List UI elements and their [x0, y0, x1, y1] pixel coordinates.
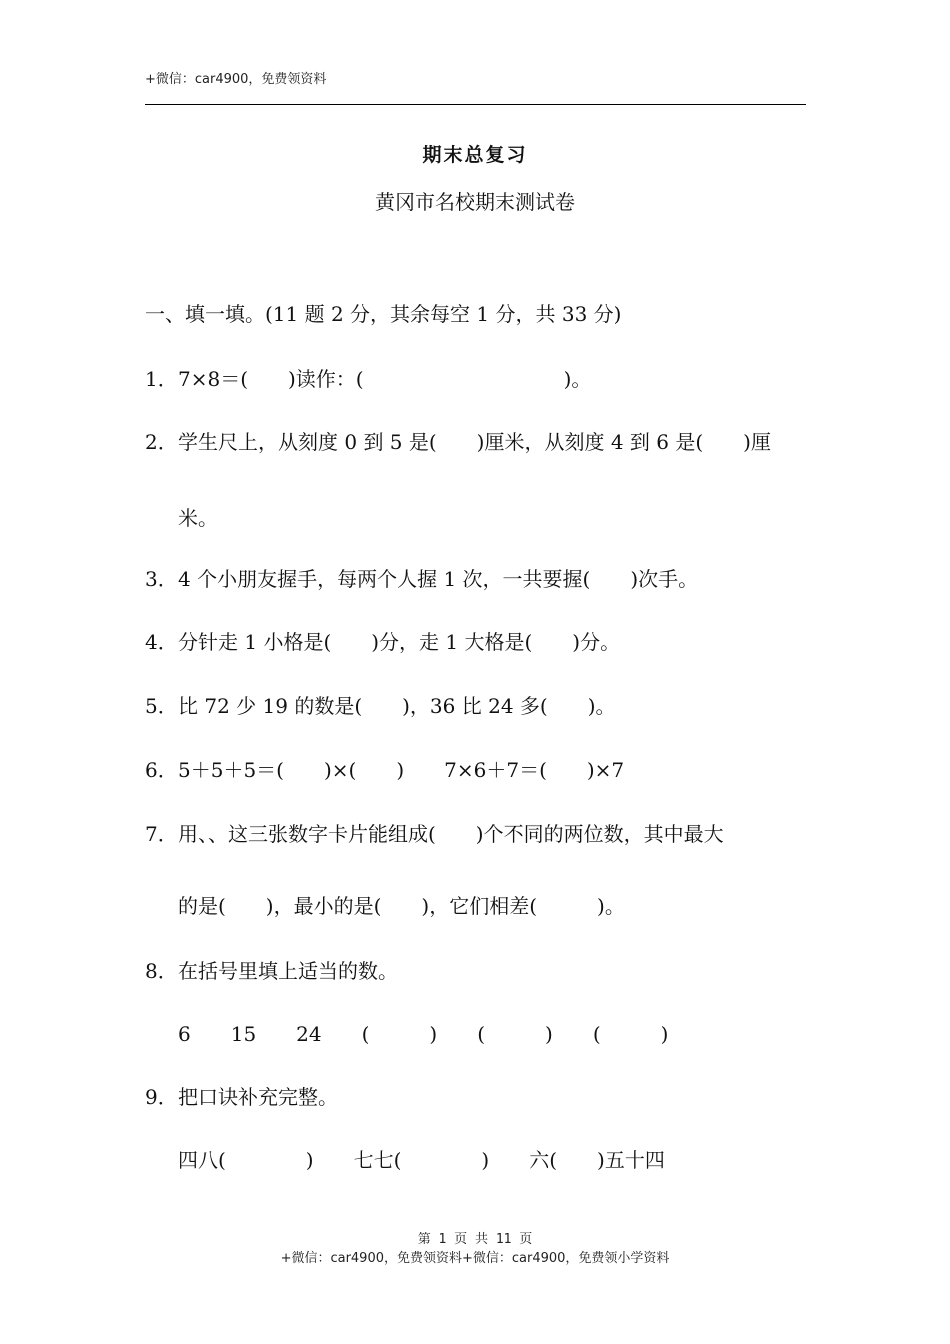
question-9 [145, 1081, 338, 1110]
question-number: 5． [145, 694, 178, 718]
question-text: 学生尺上，从刻度 0 到 5 是( )厘米，从刻度 4 到 6 是( )厘 [178, 430, 771, 454]
page-subtitle: 黄冈市名校期末测试卷 [375, 190, 575, 214]
question-number: 1． [145, 367, 178, 391]
question-text: 用、、这三张数字卡片能组成( )个不同的两位数，其中最大 [178, 822, 724, 846]
question-text: 在括号里填上适当的数。 [178, 959, 398, 983]
question-9-rhymes: 四八( ) 七七( ) 六( )五十四 [178, 1148, 665, 1172]
question-text: 分针走 1 小格是( )分，走 1 大格是( )分。 [178, 630, 621, 654]
question-2-continuation: 米。 [178, 506, 218, 530]
question-text: 比 72 少 19 的数是( )，36 比 24 多( )。 [178, 694, 616, 718]
question-number: 9． [145, 1085, 178, 1109]
question-6 [145, 754, 624, 783]
question-number: 3． [145, 567, 178, 591]
header-divider [145, 104, 806, 105]
question-number: 8． [145, 959, 178, 983]
question-text: 把口诀补充完整。 [178, 1085, 338, 1109]
question-text: 4 个小朋友握手，每两个人握 1 次，一共要握( )次手。 [178, 567, 699, 591]
page-title: 期末总复习 [422, 144, 528, 166]
question-3 [145, 563, 698, 592]
header-note: +微信：car4900，免费领资料 [145, 72, 327, 87]
section-heading: 一、填一填。(11 题 2 分，其余每空 1 分，共 33 分) [145, 302, 622, 326]
question-1 [145, 363, 591, 392]
question-7-continuation: 的是( )，最小的是( )，它们相差( )。 [178, 894, 625, 918]
question-number: 2． [145, 430, 178, 454]
question-text: 7×8＝( )读作：( )。 [178, 367, 592, 391]
question-5 [145, 690, 616, 719]
question-2 [145, 426, 771, 455]
footer-note: +微信：car4900，免费领资料+微信：car4900，免费领小学资料 [280, 1251, 670, 1266]
question-7 [145, 818, 724, 847]
question-8 [145, 955, 398, 984]
question-4 [145, 626, 620, 655]
question-text: 5＋5＋5＝( )×( ) 7×6＋7＝( )×7 [178, 758, 625, 782]
question-number: 6． [145, 758, 178, 782]
question-8-sequence: 6 15 24 ( ) ( ) ( ) [178, 1022, 669, 1046]
question-number: 7． [145, 822, 178, 846]
page-number: 第 1 页 共 11 页 [417, 1232, 533, 1247]
question-number: 4． [145, 630, 178, 654]
